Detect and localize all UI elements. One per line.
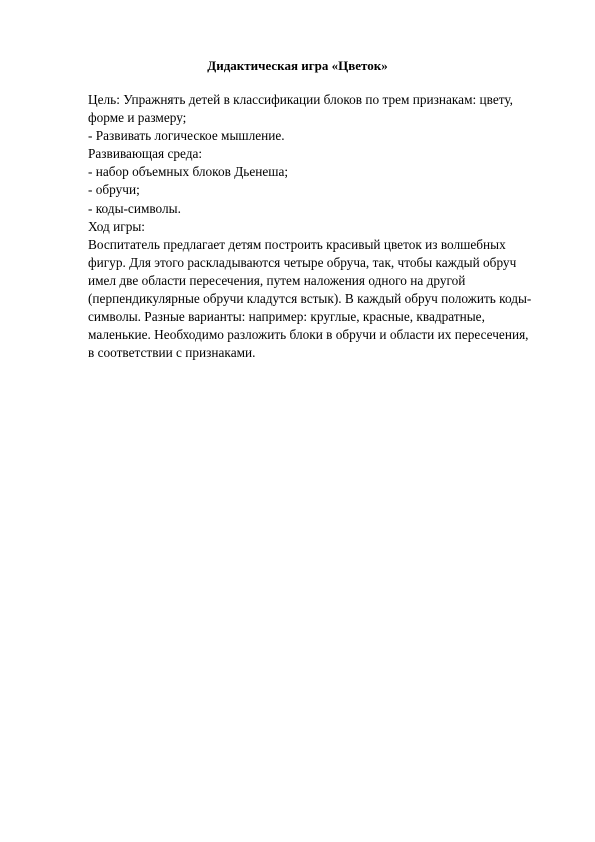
body-line-develop-thinking: - Развивать логическое мышление. [88, 128, 285, 144]
document-body [88, 91, 568, 362]
body-line-course-2: фигур. Для этого раскладываются четыре обруча, так, чтобы каждый обруч [88, 254, 517, 270]
body-line-codes: - коды-символы. [88, 200, 181, 216]
body-line-course-1: Воспитатель предлагает детям построить красивый цветок из волшебных [88, 236, 506, 252]
body-line-blocks-set: - набор объемных блоков Дьенеша; [88, 164, 289, 180]
body-line-environment-heading: Развивающая среда: [88, 146, 203, 162]
body-line-goal: Цель: Упражнять детей в классификации блоков по трем признакам: цвету, [88, 92, 513, 107]
body-line-course-5: символы. Разные варианты: например: круглые, красные, квадратные, [88, 309, 485, 325]
body-line-game-course-heading: Ход игры: [88, 218, 145, 234]
body-line-goal-cont: форме и размеру; [88, 110, 187, 126]
body-line-course-4: (перпендикулярные обручи кладутся встык). В каждый обруч положить коды- [88, 291, 532, 307]
document-title: Дидактическая игра «Цветок» [207, 58, 388, 73]
body-line-hoops: - обручи; [88, 182, 140, 198]
body-line-course-6: маленькие. Необходимо разложить блоки в обручи и области их пересечения, [88, 327, 529, 343]
body-line-course-3: имел две области пересечения, путем наложения одного на другой [88, 272, 466, 288]
body-line-course-7: в соответствии с признаками. [88, 345, 256, 361]
